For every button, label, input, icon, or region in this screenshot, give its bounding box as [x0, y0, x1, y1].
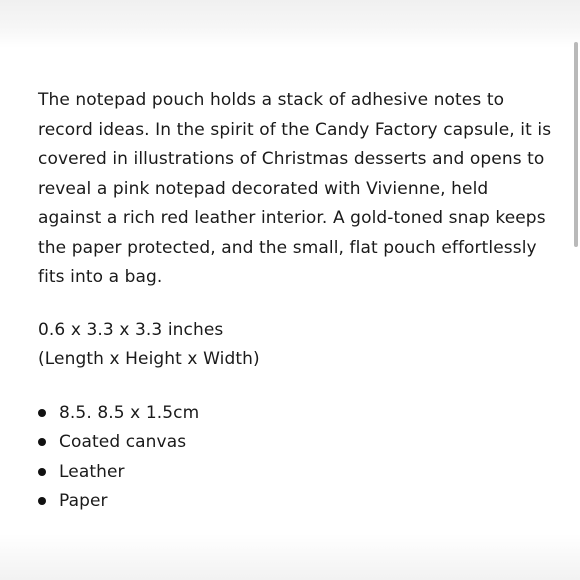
- bullet-icon: [38, 497, 46, 505]
- list-item: [38, 458, 538, 488]
- description-line: the paper protected, and the small, flat pouch effortlessly: [38, 237, 537, 258]
- scrollbar[interactable]: [572, 0, 580, 580]
- list-item: [38, 487, 538, 517]
- dimensions-measurements: 0.6 x 3.3 x 3.3 inches: [38, 319, 224, 340]
- bullet-icon: [38, 468, 46, 476]
- description-line: against a rich red leather interior. A gold-toned snap keeps: [38, 208, 546, 228]
- materials-list: [38, 399, 538, 517]
- scrollbar-thumb[interactable]: [574, 42, 578, 247]
- bullet-icon: [38, 438, 46, 446]
- list-item-text: Coated canvas: [59, 432, 187, 452]
- product-description: [38, 86, 552, 293]
- description-line: The notepad pouch holds a stack of adhesive notes to: [38, 90, 505, 110]
- bottom-fade: [0, 534, 580, 580]
- list-item-text: Leather: [59, 461, 125, 482]
- bullet-icon: [38, 409, 46, 417]
- product-details: [38, 86, 552, 517]
- description-line: record ideas. In the spirit of the Candy Factory capsule, it is: [38, 119, 552, 140]
- top-fade: [0, 0, 580, 48]
- list-item: [38, 399, 538, 429]
- description-line: reveal a pink notepad decorated with Vivienne, held: [38, 178, 489, 199]
- list-item: [38, 428, 538, 458]
- description-line: covered in illustrations of Christmas desserts and opens to: [38, 149, 545, 169]
- list-item-text: 8.5. 8.5 x 1.5cm: [59, 402, 200, 423]
- description-line: fits into a bag.: [38, 267, 163, 287]
- list-item-text: Paper: [59, 491, 108, 511]
- dimensions: [38, 316, 538, 375]
- dimensions-legend: (Length x Height x Width): [38, 349, 260, 369]
